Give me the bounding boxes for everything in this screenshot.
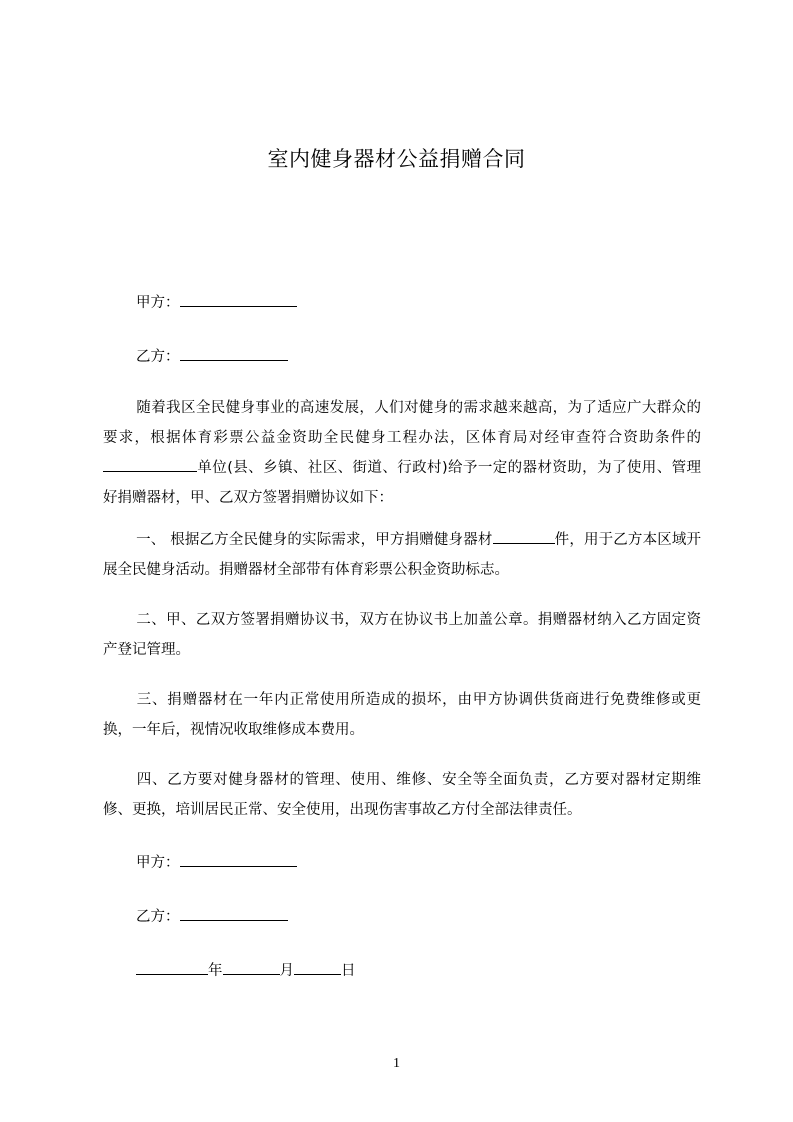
party-b-label: 乙方： (136, 349, 180, 365)
party-a-line (136, 291, 297, 312)
unit-blank (103, 456, 197, 472)
clause-2 (103, 605, 701, 665)
date-line (136, 959, 356, 980)
day-blank (294, 959, 341, 975)
month-label: 月 (279, 963, 294, 979)
party-a-blank (180, 291, 297, 307)
intro-paragraph (103, 393, 701, 513)
sign-party-a-line (136, 851, 297, 872)
clause-4 (103, 765, 701, 825)
sign-party-b-label: 乙方： (136, 909, 180, 925)
sign-party-a-label: 甲方： (136, 855, 180, 871)
clause-4-text: 四、乙方要对健身器材的管理、使用、维修、安全等全面负责，乙方要对器材定期维修、更换，培训居民正常、安全使用，出现伤害事故乙方付全部法律责任。 (103, 772, 701, 818)
clause-3-text: 三、捐赠器材在一年内正常使用所造成的损坏，由甲方协调供货商进行免费维修或更换，一年后，视情况收取维修成本费用。 (103, 692, 701, 738)
party-b-blank (180, 345, 288, 361)
intro-text-1: 随着我区全民健身事业的高速发展，人们对健身的需求越来越高，为了适应广大群众的要求，根据体育彩票公益金资助全民健身工程办法，区体育局对经审查符合资助条件的 (103, 400, 701, 446)
clause-1-text-2: 件，用于乙方本区域开展全民健身活动。捐赠器材全部带有体育彩票公积金资助标志。 (103, 532, 702, 578)
party-a-label: 甲方： (136, 295, 180, 311)
sign-party-a-blank (180, 851, 297, 867)
sign-party-b-blank (180, 905, 288, 921)
year-blank (136, 959, 208, 975)
document-title: 室内健身器材公益捐赠合同 (267, 147, 526, 171)
clause-1-text-1: 一、 根据乙方全民健身的实际需求，甲方捐赠健身器材 (136, 532, 493, 548)
party-b-line (136, 345, 288, 366)
page-number: 1 (393, 1056, 400, 1071)
day-label: 日 (341, 963, 356, 979)
quantity-blank (493, 528, 555, 544)
clause-1 (103, 525, 701, 585)
month-blank (223, 959, 280, 975)
clause-3 (103, 685, 701, 745)
sign-party-b-line (136, 905, 288, 926)
intro-text-2: 单位(县、乡镇、社区、街道、行政村)给予一定的器材资助，为了使用、管理好捐赠器材，甲、乙双方签署捐赠协议如下： (103, 460, 701, 506)
clause-2-text: 二、甲、乙双方签署捐赠协议书，双方在协议书上加盖公章。捐赠器材纳入乙方固定资产登记管理。 (103, 612, 701, 658)
year-label: 年 (208, 963, 223, 979)
